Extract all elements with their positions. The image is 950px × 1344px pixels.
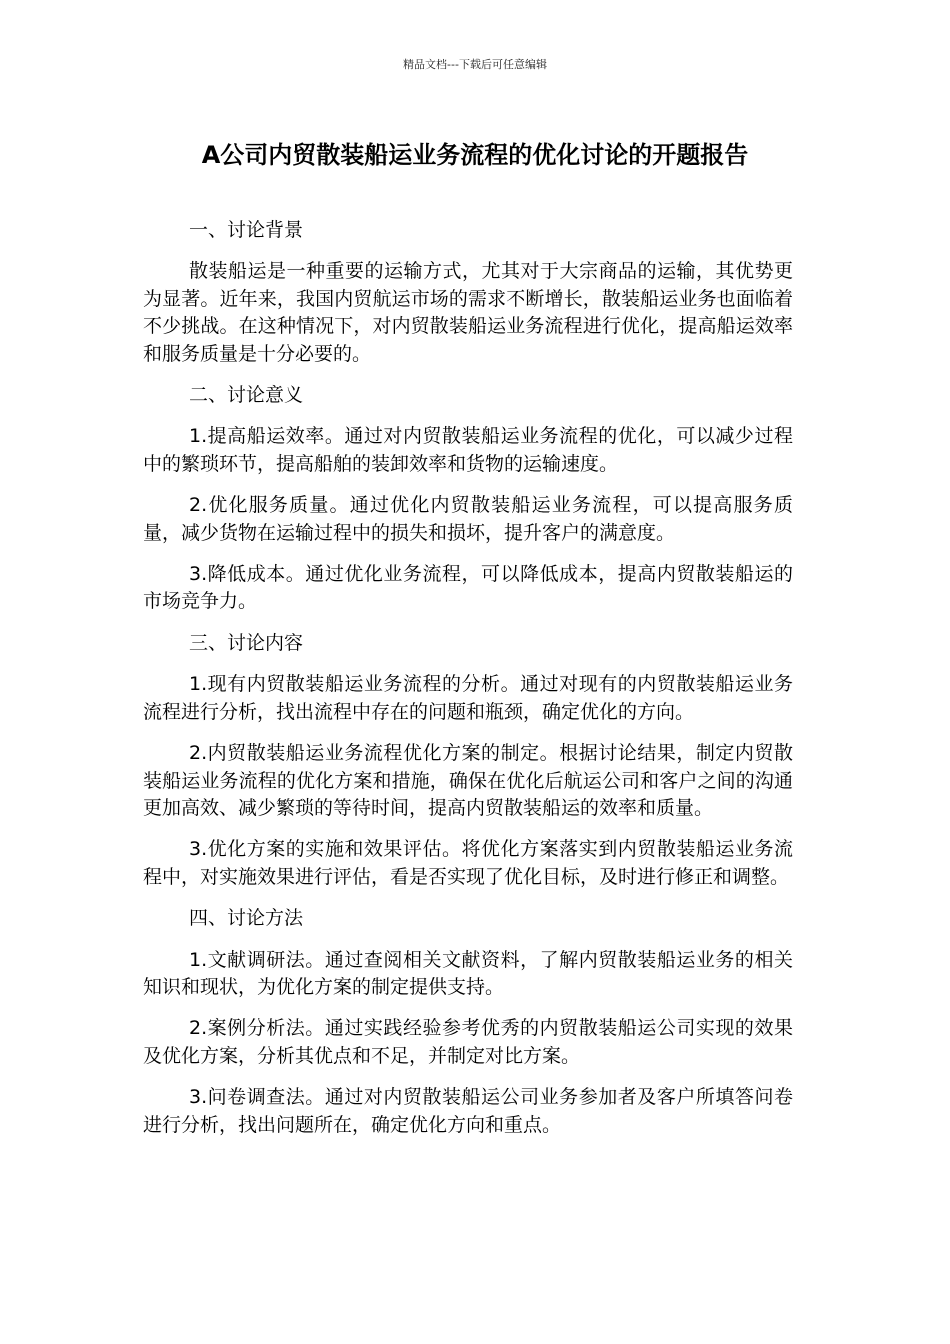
paragraph: 1.现有内贸散装船运业务流程的分析。通过对现有的内贸散装船运业务流程进行分析，找出流程中存在的问题和瓶颈，确定优化的方向。	[143, 673, 793, 723]
section-heading-content: 三、讨论内容	[189, 631, 304, 654]
paragraph: 1.文献调研法。通过查阅相关文献资料，了解内贸散装船运业务的相关知识和现状，为优化方案的制定提供支持。	[143, 948, 793, 998]
document-title: A公司内贸散装船运业务流程的优化讨论的开题报告	[201, 141, 749, 169]
paragraph: 2.内贸散装船运业务流程优化方案的制定。根据讨论结果，制定内贸散装船运业务流程的优化方案和措施，确保在优化后航运公司和客户之间的沟通更加高效、减少繁琐的等待时间，提高内贸散装船运的效率和质量。	[143, 742, 793, 819]
paragraph: 3.降低成本。通过优化业务流程，可以降低成本，提高内贸散装船运的市场竞争力。	[143, 563, 793, 613]
section-heading-significance: 二、讨论意义	[189, 384, 304, 407]
section-heading-background: 一、讨论背景	[189, 219, 304, 241]
paragraph: 散装船运是一种重要的运输方式，尤其对于大宗商品的运输，其优势更为显著。近年来，我国内贸航运市场的需求不断增长，散装船运业务也面临着不少挑战。在这种情况下，对内贸散装船运业务流程进行优化，提高船运效率和服务质量是十分必要的。	[143, 260, 793, 365]
paragraph: 2.优化服务质量。通过优化内贸散装船运业务流程，可以提高服务质量，减少货物在运输过程中的损失和损坏，提升客户的满意度。	[143, 494, 793, 544]
paragraph: 1.提高船运效率。通过对内贸散装船运业务流程的优化，可以减少过程中的繁琐环节，提高船舶的装卸效率和货物的运输速度。	[143, 425, 793, 475]
paragraph: 3.优化方案的实施和效果评估。将优化方案落实到内贸散装船运业务流程中，对实施效果进行评估，看是否实现了优化目标，及时进行修正和调整。	[143, 838, 793, 888]
paragraph: 2.案例分析法。通过实践经验参考优秀的内贸散装船运公司实现的效果及优化方案，分析其优点和不足，并制定对比方案。	[143, 1017, 793, 1067]
section-heading-methods: 四、讨论方法	[189, 907, 304, 930]
paragraph: 3.问卷调查法。通过对内贸散装船运公司业务参加者及客户所填答问卷进行分析，找出问题所在，确定优化方向和重点。	[143, 1086, 793, 1136]
page-header: 精品文档---下载后可任意编辑	[403, 58, 547, 71]
document-body	[143, 217, 793, 1153]
